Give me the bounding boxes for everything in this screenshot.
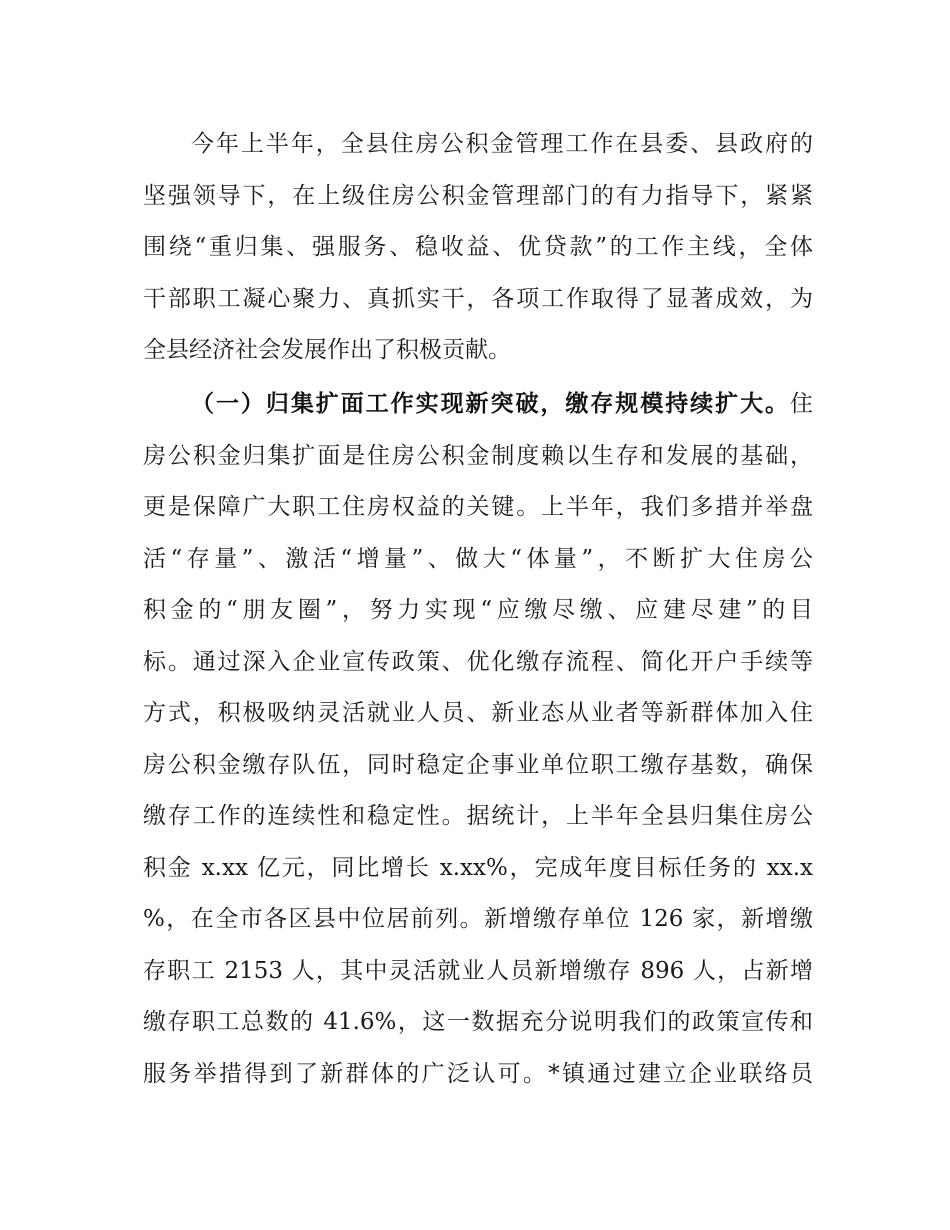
paragraph-line: 坚强领导下，在上级住房公积金管理部门的有力指导下，紧紧 xyxy=(143,182,813,209)
paragraph-line: 活“存量”、激活“增量”、做大“体量”，不断扩大住房公 xyxy=(143,545,813,572)
paragraph-line: 服务举措得到了新群体的广泛认可。*镇通过建立企业联络员 xyxy=(143,1060,813,1087)
paragraph-line: 更是保障广大职工住房权益的关键。上半年，我们多措并举盘 xyxy=(143,494,813,520)
paragraph-line: 全县经济社会发展作出了积极贡献。 xyxy=(143,337,511,363)
paragraph-line: 缴存工作的连续性和稳定性。据统计，上半年全县归集住房公 xyxy=(143,803,813,829)
paragraph-line: 积金 x.xx 亿元，同比增长 x.xx%，完成年度目标任务的 xx.x xyxy=(143,854,813,881)
section-1-paragraph xyxy=(143,379,813,1100)
heading-continuation: 住 xyxy=(790,391,813,417)
paragraph-line: 积金的“朋友圈”，努力实现“应缴尽缴、应建尽建”的目 xyxy=(143,597,813,623)
paragraph-line: 存职工 2153 人，其中灵活就业人员新增缴存 896 人，占新增 xyxy=(143,957,813,984)
intro-paragraph xyxy=(143,119,813,377)
paragraph-line: 今年上半年，全县住房公积金管理工作在县委、县政府的 xyxy=(191,131,813,157)
paragraph-line: 围绕“重归集、强服务、稳收益、优贷款”的工作主线，全体 xyxy=(143,234,813,260)
paragraph-line: 房公积金归集扩面是住房公积金制度赖以生存和发展的基础， xyxy=(143,442,813,469)
paragraph-line: 房公积金缴存队伍，同时稳定企事业单位职工缴存基数，确保 xyxy=(143,751,813,778)
section-heading: （一）归集扩面工作实现新突破，缴存规模持续扩大。 xyxy=(191,391,790,417)
paragraph-line: 标。通过深入企业宣传政策、优化缴存流程、简化开户手续等 xyxy=(143,648,813,675)
paragraph-line: 方式，积极吸纳灵活就业人员、新业态从业者等新群体加入住 xyxy=(143,700,813,726)
paragraph-first-line xyxy=(143,379,813,431)
paragraph-line: %，在全市各区县中位居前列。新增缴存单位 126 家，新增缴 xyxy=(143,906,813,932)
paragraph-line: 干部职工凝心聚力、真抓实干，各项工作取得了显著成效，为 xyxy=(143,285,813,312)
paragraph-line: 缴存职工总数的 41.6%，这一数据充分说明我们的政策宣传和 xyxy=(143,1009,813,1035)
